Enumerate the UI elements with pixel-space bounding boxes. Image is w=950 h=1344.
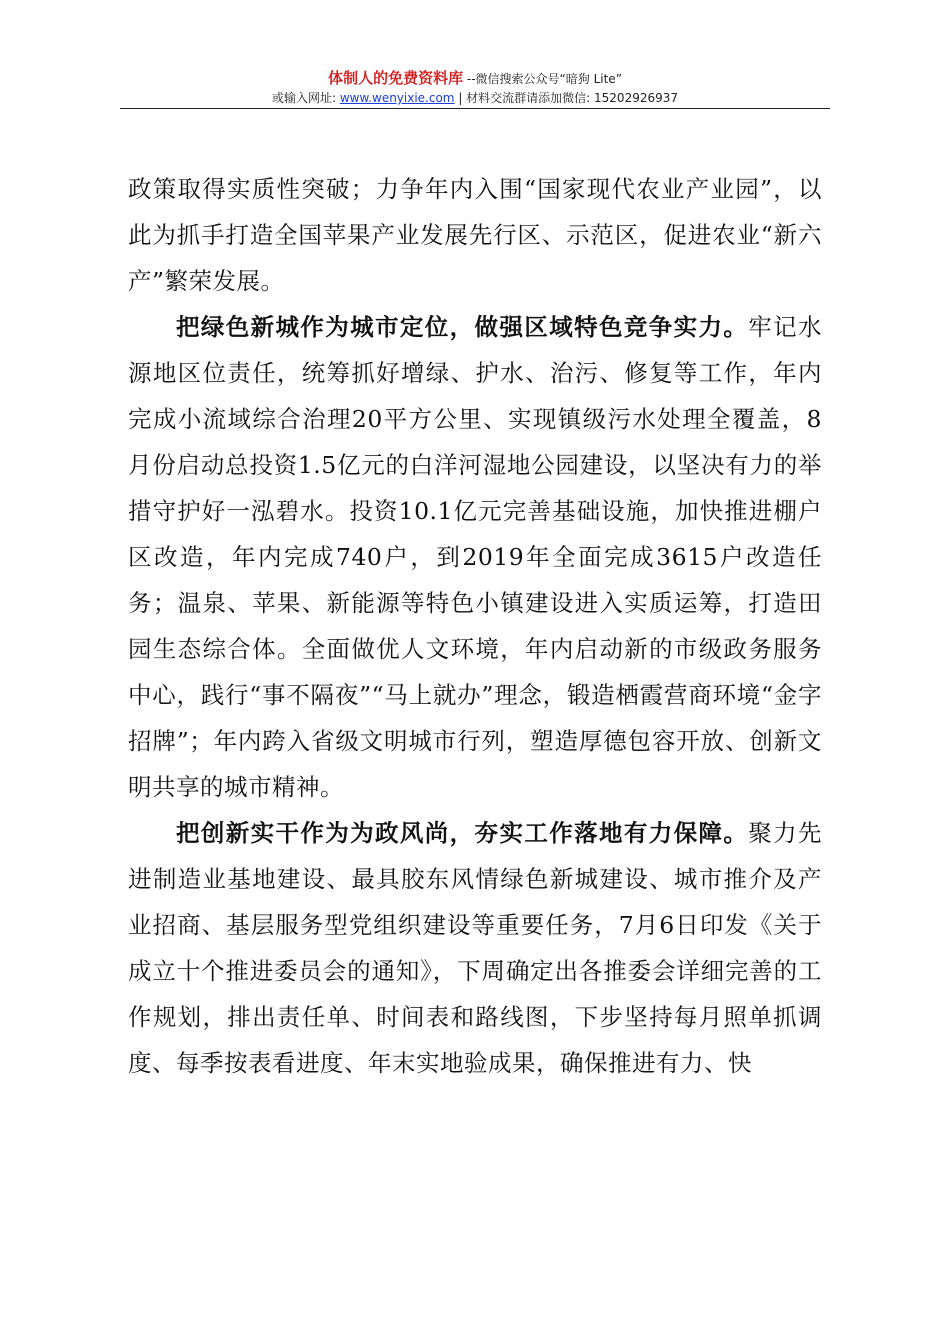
header-url-prefix: 或输入网址: (271, 91, 340, 105)
paragraph-2-text: 牢记水源地区位责任，统筹抓好增绿、护水、治污、修复等工作，年内完成小流域综合治理20平方公里、实现镇级污水处理全覆盖，8月份启动总投资1.5亿元的白洋河湿地公园建设，以坚决有力的举措守护好一泓碧水。投资10.1亿元完善基础设施，加快推进棚户区改造，年内完成740户，到2019年全面完成3615户改造任务；温泉、苹果、新能源等特色小镇建设进入实质运筹，打造田园生态综合体。全面做优人文环境，年内启动新的市级政务服务中心，践行“事不隔夜”“马上就办”理念，锻造栖霞营商环境“金字招牌”；年内跨入省级文明城市行列，塑造厚德包容开放、创新文明共享的城市精神。 (128, 313, 823, 801)
header-subtitle: --微信搜索公众号“暗狗 Lite” (463, 72, 622, 86)
header-line-2 (0, 89, 950, 107)
paragraph-2 (128, 304, 822, 810)
paragraph-2-lead: 把绿色新城作为城市定位，做强区域特色竞争实力。 (176, 313, 749, 341)
paragraph-1 (128, 166, 822, 304)
page-header (0, 68, 950, 107)
paragraph-3 (128, 810, 822, 1086)
header-url-link[interactable]: www.wenyixie.com (339, 91, 455, 105)
paragraph-1-text: 政策取得实质性突破；力争年内入围“国家现代农业产业园”，以此为抓手打造全国苹果产业发展先行区、示范区，促进农业“新六产”繁荣发展。 (128, 175, 822, 295)
header-line-1 (0, 68, 950, 89)
header-wechat-contact: | 材料交流群请添加微信: 15202926937 (454, 91, 679, 105)
paragraph-3-lead: 把创新实干作为为政风尚，夯实工作落地有力保障。 (176, 819, 749, 847)
document-body (128, 166, 822, 1086)
header-title: 体制人的免费资料库 (328, 69, 464, 87)
paragraph-3-text: 聚力先进制造业基地建设、最具胶东风情绿色新城建设、城市推介及产业招商、基层服务型党组织建设等重要任务，7月6日印发《关于成立十个推进委员会的通知》，下周确定出各推委会详细完善的工作规划，排出责任单、时间表和路线图，下步坚持每月照单抓调度、每季按表看进度、年末实地验成果，确保推进有力、快 (128, 819, 823, 1077)
header-divider (120, 108, 830, 109)
